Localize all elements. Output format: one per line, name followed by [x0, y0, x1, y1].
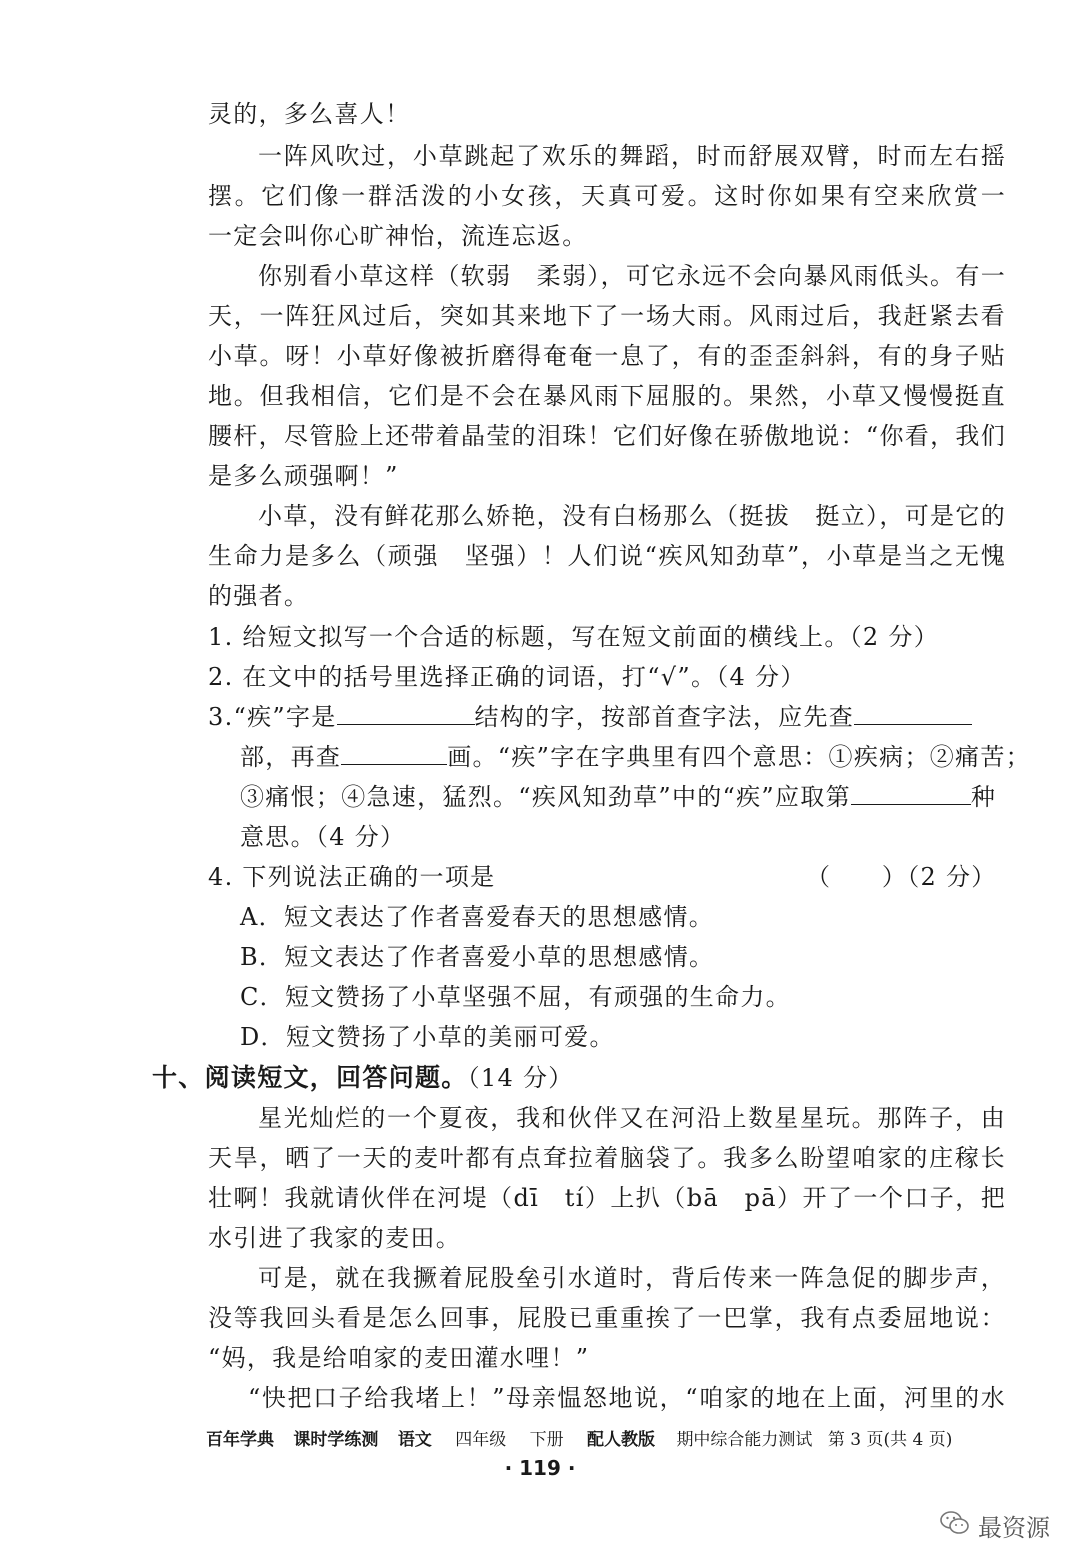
paragraph-line: “快把口子给我堵上！”母亲愠怒地说，“咱家的地在上面，河里的水 [248, 1384, 1006, 1412]
paragraph-line: 天，一阵狂风过后，突如其来地下了一场大雨。风雨过后，我赶紧去看 [208, 302, 1006, 330]
section-10-heading [152, 1063, 574, 1093]
section-score: （14 分） [467, 1064, 574, 1092]
question-3-text: 结构的字，按部首查字法，应先查 [474, 703, 855, 731]
paragraph-line: 的强者。 [208, 582, 310, 610]
footer-volume: 下册 [529, 1430, 564, 1450]
paragraph-line: 摆。它们像一群活泼的小女孩，天真可爱。这时你如果有空来欣赏一 [208, 182, 1006, 210]
footer-test: 期中综合能力测试 [676, 1430, 813, 1450]
paragraph-line: 地。但我相信，它们是不会在暴风雨下屈服的。果然，小草又慢慢挺直 [208, 382, 1006, 410]
paragraph-line: 小草，没有鲜花那么娇艳，没有白杨那么（挺拔 挺立），可是它的 [258, 502, 1006, 530]
footer-series: 课时学练测 [293, 1430, 379, 1450]
question-3-line-2 [240, 742, 1031, 772]
answer-blank-radical[interactable] [854, 702, 972, 725]
watermark-text: 最资源 [978, 1514, 1050, 1542]
section-title: 十、阅读短文，回答问题。 [152, 1063, 468, 1092]
footer-edition: 配人教版 [587, 1430, 656, 1450]
paragraph-line: 生命力是多么（顽强 坚强）！人们说“疾风知劲草”，小草是当之无愧 [208, 542, 1006, 570]
option-a: A．短文表达了作者喜爱春天的思想感情。 [240, 903, 715, 931]
question-4: 4. 下列说法正确的一项是 [208, 863, 496, 891]
paragraph-line: 灵的，多么喜人！ [208, 100, 411, 128]
option-b: B．短文表达了作者喜爱小草的思想感情。 [240, 943, 715, 971]
answer-bracket[interactable]: （ ）（2 分） [806, 863, 997, 891]
paragraph-line: “妈，我是给咱家的麦田灌水哩！” [208, 1344, 590, 1372]
question-3-text: 画。“疾”字在字典里有四个意思：①疾病；②痛苦； [447, 743, 1031, 771]
paragraph-line: 小草。呀！小草好像被折磨得奄奄一息了，有的歪歪斜斜，有的身子贴 [208, 342, 1006, 370]
option-d: D．短文赞扬了小草的美丽可爱。 [240, 1023, 615, 1051]
page-number: · 119 · [504, 1456, 576, 1480]
page-footer [206, 1428, 1006, 1452]
footer-brand: 百年学典 [206, 1430, 274, 1450]
question-3-text: 种 [970, 783, 997, 811]
paragraph-line: 一定会叫你心旷神怡，流连忘返。 [208, 222, 588, 250]
footer-grade: 四年级 [455, 1430, 507, 1450]
question-3-text: ③痛恨；④急速，猛烈。“疾风知劲草”中的“疾”应取第 [240, 783, 851, 811]
paragraph-line: 可是，就在我撅着屁股垒引水道时，背后传来一阵急促的脚步声， [258, 1264, 1006, 1292]
paragraph-line: 没等我回头看是怎么回事，屁股已重重挨了一巴掌，我有点委屈地说： [208, 1304, 1006, 1332]
paragraph-line: 水引进了我家的麦田。 [208, 1224, 461, 1252]
question-3-stem: 3.“疾”字是 [208, 703, 337, 731]
watermark [940, 1508, 1050, 1543]
paragraph-line: 你别看小草这样（软弱 柔弱），可它永远不会向暴风雨低头。有一 [258, 262, 1006, 290]
footer-subject: 语文 [397, 1430, 432, 1450]
answer-blank-strokes[interactable] [341, 742, 447, 765]
paragraph-line: 是多么顽强啊！” [208, 462, 399, 490]
paragraph-line: 天旱，晒了一天的麦叶都有点耷拉着脑袋了。我多么盼望咱家的庄稼长 [208, 1144, 1006, 1172]
paragraph-line: 壮啊！我就请伙伴在河堤（dī tí）上扒（bā pā）开了一个口子，把 [208, 1184, 1006, 1212]
paragraph-line: 星光灿烂的一个夏夜，我和伙伴又在河沿上数星星玩。那阵子，由 [258, 1104, 1006, 1132]
option-c: C．短文赞扬了小草坚强不屈，有顽强的生命力。 [240, 983, 791, 1011]
answer-blank-structure[interactable] [337, 702, 475, 725]
question-1: 1. 给短文拟写一个合适的标题，写在短文前面的横线上。（2 分） [208, 623, 940, 651]
question-3-text: 部，再查 [240, 743, 342, 771]
answer-blank-meaning[interactable] [851, 782, 971, 805]
question-3-line-4: 意思。（4 分） [240, 823, 406, 851]
paragraph-line: 一阵风吹过，小草跳起了欢乐的舞蹈，时而舒展双臂，时而左右摇 [258, 142, 1006, 170]
question-3-line-3 [240, 782, 996, 812]
wechat-icon [940, 1510, 970, 1542]
paragraph-line: 腰杆，尽管脸上还带着晶莹的泪珠！它们好像在骄傲地说：“你看，我们 [208, 422, 1006, 450]
question-2: 2. 在文中的括号里选择正确的词语，打“√”。（4 分） [208, 663, 806, 691]
footer-page-info: 第 3 页(共 4 页) [827, 1430, 953, 1450]
question-3-line-1 [208, 702, 972, 732]
